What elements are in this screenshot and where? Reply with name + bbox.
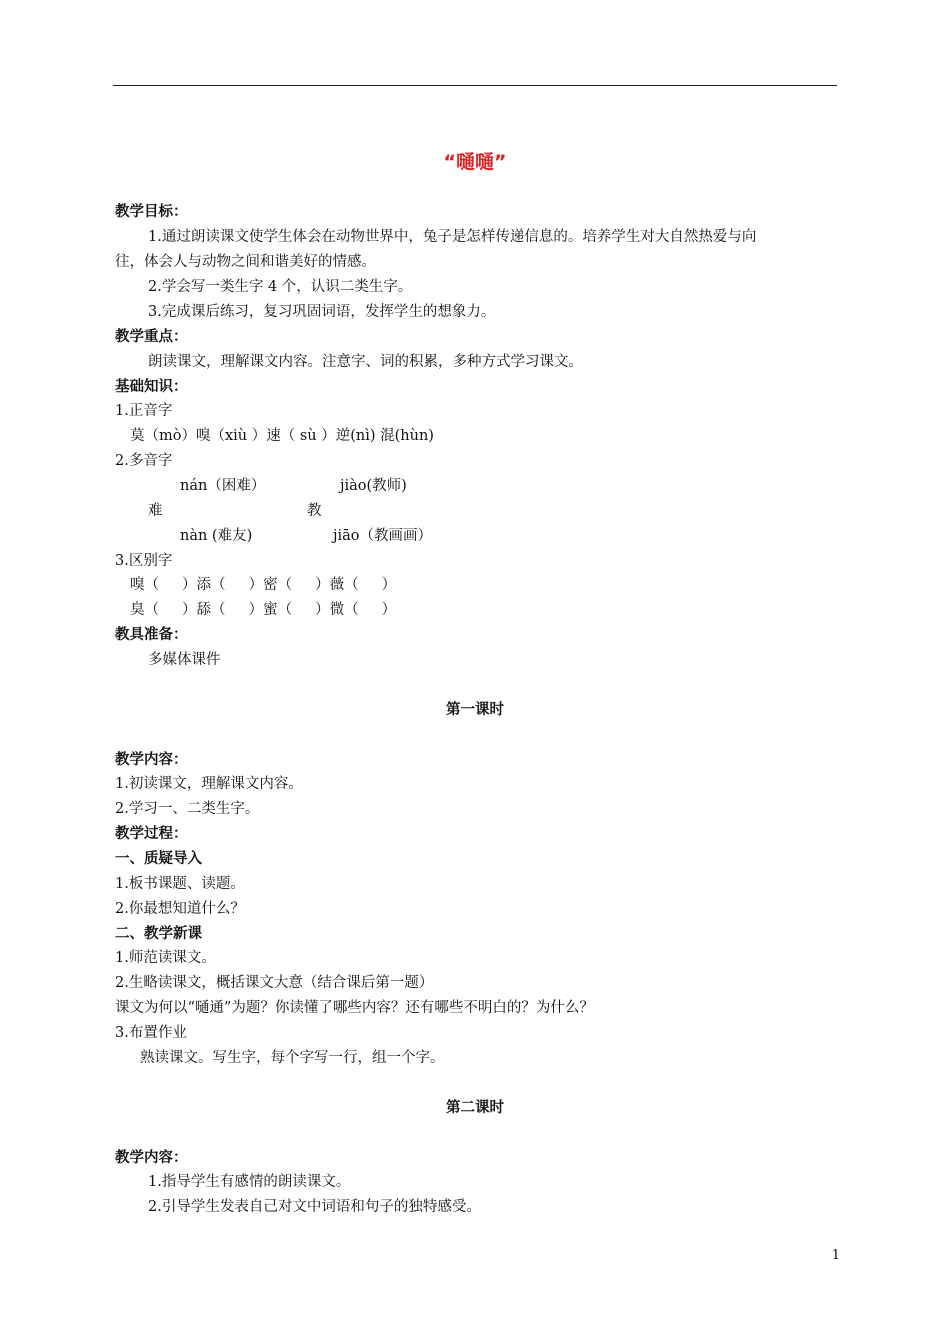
lesson-1-content-1: 1.初读课文，理解课文内容。 <box>115 776 303 792</box>
lesson-1-part-2-question: 课文为何以“嗵通”为题？你读懂了哪些内容？还有哪些不明白的？为什么？ <box>115 1000 594 1016</box>
basics-section-1-title: 1.正音字 <box>115 403 173 419</box>
lesson-2-title: 第二课时 <box>446 1100 504 1116</box>
lesson-1-part-1-step-1: 1.板书课题、读题。 <box>115 876 245 892</box>
distinguish-row-1: 嗅（ ）添（ ）密（ ）薇（ ） <box>130 577 397 593</box>
nan-reading-bottom: nàn (难友) <box>180 528 253 544</box>
lesson-1-process-heading: 教学过程： <box>115 826 188 842</box>
lesson-1-part-2: 二、教学新课 <box>115 926 202 942</box>
tools-heading: 教具准备： <box>115 627 188 643</box>
goal-item-2: 2.学会写一类生字 4 个，认识二类生字。 <box>148 279 413 295</box>
lesson-1-part-2-step-3: 3.布置作业 <box>115 1025 187 1041</box>
goal-item-3: 3.完成课后练习，复习巩固词语，发挥学生的想象力。 <box>148 304 496 320</box>
basics-section-3-title: 3.区别字 <box>115 553 173 569</box>
lesson-1-part-1-step-2: 2.你最想知道什么？ <box>115 901 245 917</box>
lesson-2-content-2: 2.引导学生发表自己对文中词语和句子的独特感受。 <box>148 1199 481 1215</box>
jiao-reading-top: jiào(教师) <box>340 478 407 494</box>
distinguish-row-2: 臭（ ）舔（ ）蜜（ ）微（ ） <box>130 602 397 618</box>
document-title: “嗵嗵” <box>443 151 507 173</box>
jiao-character: 教 <box>307 503 322 519</box>
lesson-2-content-1: 1.指导学生有感情的朗读课文。 <box>148 1174 351 1190</box>
goal-item-1b: 往，体会人与动物之间和谐美好的情感。 <box>115 254 376 270</box>
goal-item-1a: 1.通过朗读课文使学生体会在动物世界中，兔子是怎样传递信息的。培养学生对大自然热爱与向 <box>148 229 757 245</box>
page-number: 1 <box>831 1248 840 1263</box>
lesson-1-content-heading: 教学内容： <box>115 752 188 768</box>
lesson-1-content-2: 2.学习一、二类生字。 <box>115 801 260 817</box>
tools-text: 多媒体课件 <box>148 652 221 668</box>
lesson-1-homework: 熟读课文。写生字，每个字写一行，组一个字。 <box>140 1050 445 1066</box>
basics-heading: 基础知识： <box>115 379 188 395</box>
jiao-reading-bottom: jiāo（教画画） <box>333 528 433 544</box>
lesson-1-title: 第一课时 <box>446 702 504 718</box>
goals-heading: 教学目标： <box>115 204 188 220</box>
lesson-1-part-1: 一、质疑导入 <box>115 851 202 867</box>
lesson-1-part-2-step-1: 1.师范读课文。 <box>115 950 216 966</box>
basics-pronunciation-line: 莫（mò）嗅（xiù ）速（ sù ）逆(nì) 混(hùn) <box>130 428 434 444</box>
focus-text: 朗读课文，理解课文内容。注意字、词的积累，多种方式学习课文。 <box>148 354 583 370</box>
basics-section-2-title: 2.多音字 <box>115 453 173 469</box>
nan-character: 难 <box>148 503 163 519</box>
lesson-1-part-2-step-2: 2.生略读课文，概括课文大意（结合课后第一题） <box>115 975 434 991</box>
lesson-2-content-heading: 教学内容： <box>115 1150 188 1166</box>
focus-heading: 教学重点： <box>115 329 188 345</box>
nan-reading-top: nán（困难） <box>180 478 266 494</box>
header-rule <box>113 85 837 86</box>
